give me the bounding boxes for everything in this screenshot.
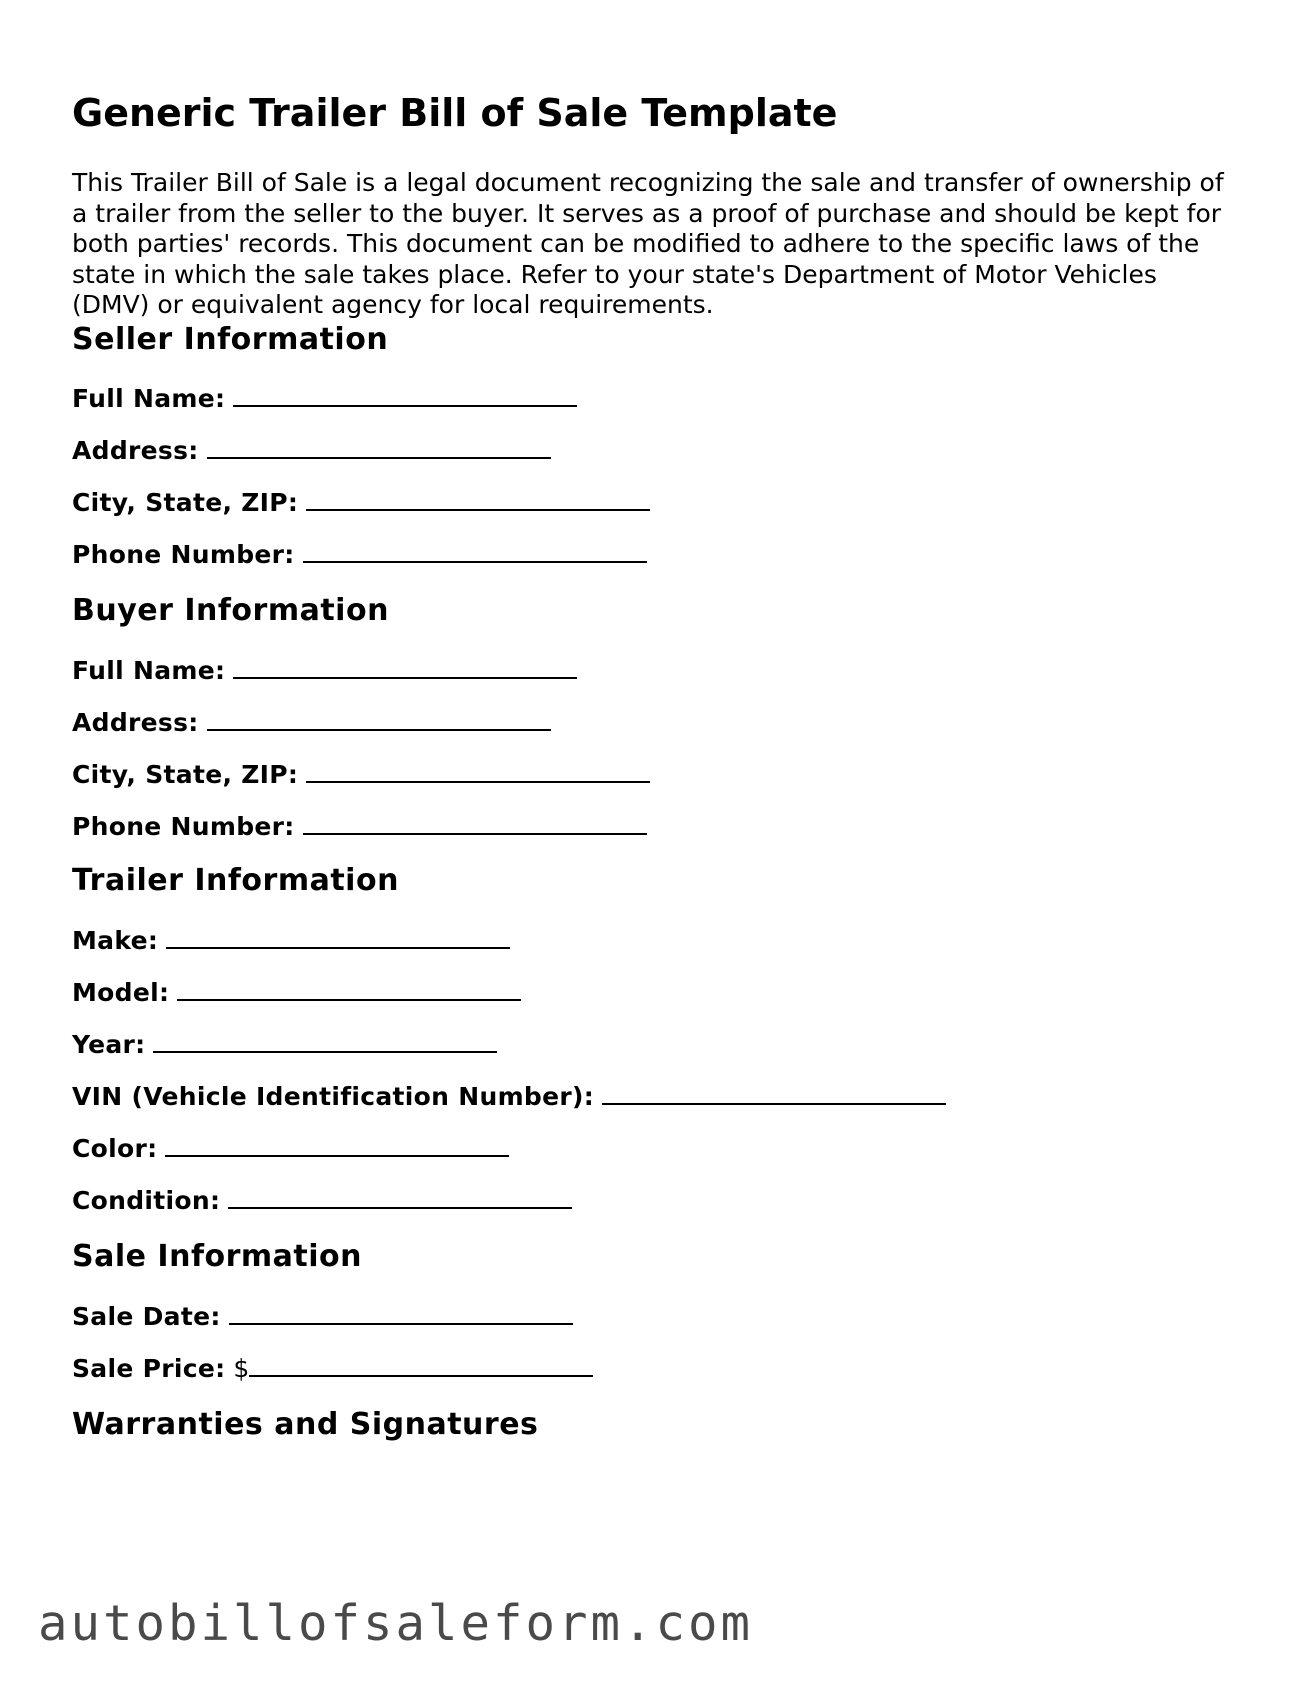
trailer-vin-label: VIN (Vehicle Identification Number): — [72, 1082, 595, 1111]
trailer-condition-blank[interactable] — [228, 1183, 572, 1209]
buyer-full-name-blank[interactable] — [233, 653, 577, 679]
trailer-year-blank[interactable] — [153, 1027, 497, 1053]
buyer-phone-blank[interactable] — [303, 809, 647, 835]
sale-date-field — [72, 1299, 573, 1333]
buyer-address-label: Address: — [72, 708, 199, 737]
buyer-full-name-field — [72, 653, 577, 687]
seller-full-name-blank[interactable] — [233, 381, 577, 407]
trailer-condition-field — [72, 1183, 572, 1217]
buyer-phone-label: Phone Number: — [72, 812, 295, 841]
site-watermark: autobillofsaleform.com — [38, 1595, 754, 1652]
trailer-color-label: Color: — [72, 1134, 158, 1163]
trailer-make-label: Make: — [72, 926, 159, 955]
seller-address-field — [72, 433, 551, 467]
sale-price-blank[interactable] — [249, 1351, 593, 1377]
trailer-year-field — [72, 1027, 497, 1061]
sale-price-label: Sale Price: — [72, 1354, 226, 1383]
buyer-address-blank[interactable] — [207, 705, 551, 731]
seller-phone-blank[interactable] — [303, 537, 647, 563]
sale-date-blank[interactable] — [229, 1299, 573, 1325]
intro-paragraph: This Trailer Bill of Sale is a legal document recognizing the sale and transfer of ownership of a trailer from the seller to the buyer. It serves as a proof of purchase and should be kept for both parties' records. This document can be modified to adhere to the specific laws of the state in which the sale takes place. Refer to your state's Department of Motor Vehicles (DMV) or equivalent agency for local requirements. — [72, 168, 1224, 319]
currency-symbol: $ — [233, 1354, 250, 1383]
seller-phone-label: Phone Number: — [72, 540, 295, 569]
seller-address-label: Address: — [72, 436, 199, 465]
trailer-model-label: Model: — [72, 978, 170, 1007]
trailer-condition-label: Condition: — [72, 1186, 221, 1215]
buyer-section-heading: Buyer Information — [72, 593, 389, 628]
seller-city-state-zip-field — [72, 485, 650, 519]
buyer-city-state-zip-blank[interactable] — [306, 757, 650, 783]
sale-date-label: Sale Date: — [72, 1302, 221, 1331]
seller-phone-field — [72, 537, 647, 571]
buyer-address-field — [72, 705, 551, 739]
seller-full-name-label: Full Name: — [72, 384, 226, 413]
trailer-color-blank[interactable] — [165, 1131, 509, 1157]
trailer-make-blank[interactable] — [166, 923, 510, 949]
seller-city-state-zip-blank[interactable] — [306, 485, 650, 511]
trailer-section-heading: Trailer Information — [72, 863, 399, 898]
trailer-color-field — [72, 1131, 509, 1165]
document-title: Generic Trailer Bill of Sale Template — [72, 91, 838, 135]
buyer-phone-field — [72, 809, 647, 843]
buyer-city-state-zip-label: City, State, ZIP: — [72, 760, 299, 789]
sale-section-heading: Sale Information — [72, 1239, 362, 1274]
trailer-model-field — [72, 975, 521, 1009]
trailer-model-blank[interactable] — [177, 975, 521, 1001]
seller-address-blank[interactable] — [207, 433, 551, 459]
seller-section-heading: Seller Information — [72, 322, 389, 357]
seller-city-state-zip-label: City, State, ZIP: — [72, 488, 299, 517]
buyer-full-name-label: Full Name: — [72, 656, 226, 685]
buyer-city-state-zip-field — [72, 757, 650, 791]
trailer-vin-blank[interactable] — [602, 1079, 946, 1105]
seller-full-name-field — [72, 381, 577, 415]
warranties-section-heading: Warranties and Signatures — [72, 1407, 539, 1442]
trailer-make-field — [72, 923, 510, 957]
trailer-vin-field — [72, 1079, 946, 1113]
trailer-year-label: Year: — [72, 1030, 146, 1059]
sale-price-field — [72, 1351, 593, 1385]
